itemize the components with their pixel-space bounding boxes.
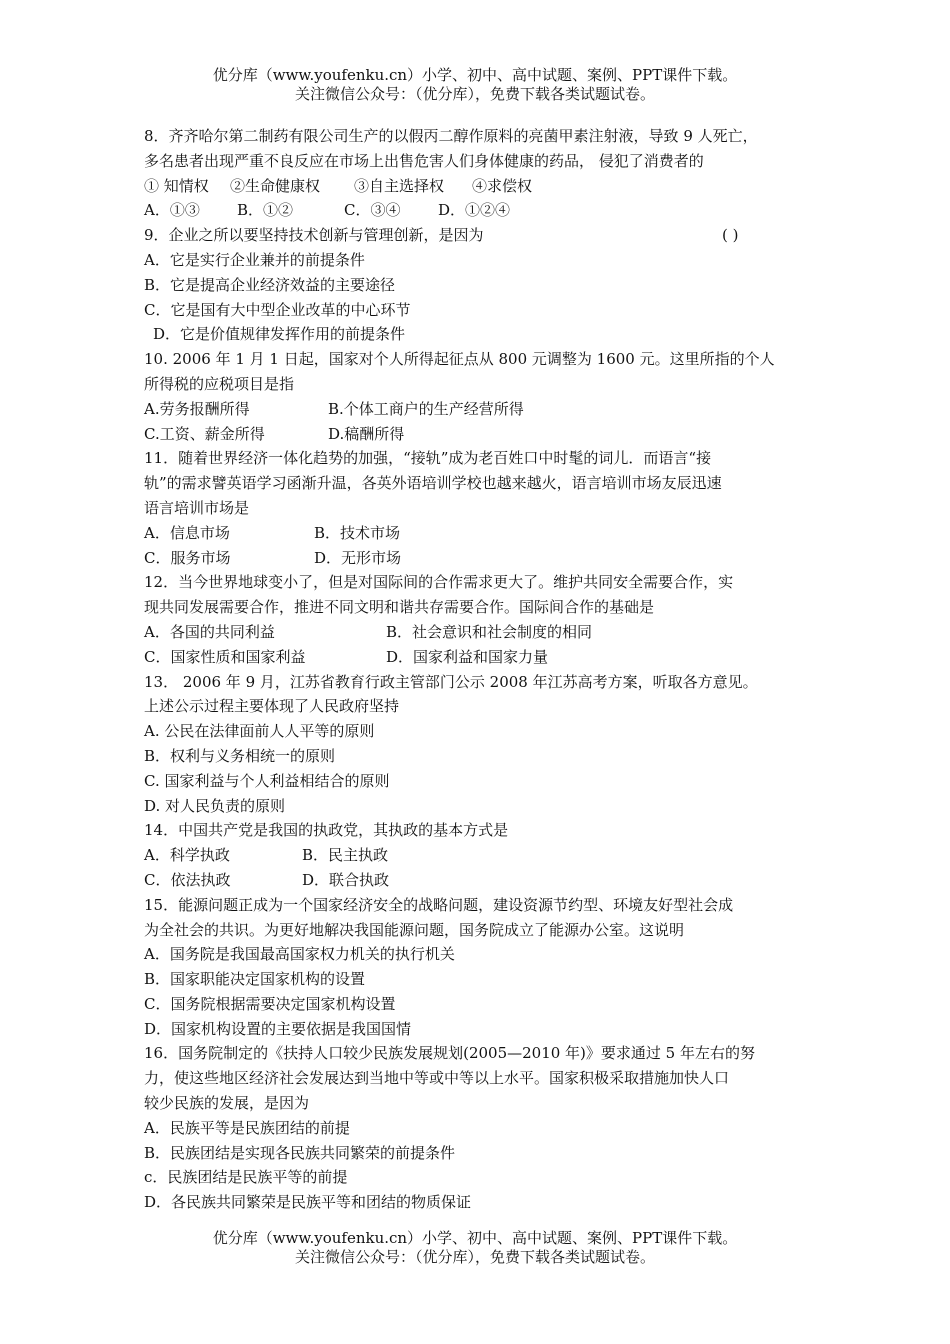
q9-option-c: C．它是国有大中型企业改革的中心环节: [144, 300, 411, 319]
q8-item-4: ④求偿权: [472, 176, 533, 195]
q8-option-c: C．③④: [344, 201, 401, 220]
q11-option-c: C．服务市场: [144, 548, 231, 567]
q13-option-a: A. 公民在法律面前人人平等的原则: [144, 722, 375, 741]
q9-stem-line: [144, 223, 814, 248]
q11-option-a: A．信息市场: [144, 523, 230, 542]
q12-option-d: D．国家利益和国家力量: [386, 647, 549, 666]
q10-stem-line-2: 所得税的应税项目是指: [144, 374, 295, 393]
q13-option-c: C. 国家利益与个人利益相结合的原则: [144, 771, 390, 790]
q15-option-d: D．国家机构设置的主要依据是我国国情: [144, 1019, 412, 1038]
page-header: [0, 66, 950, 104]
q8-option-a: A．①③: [144, 201, 200, 220]
q11-options-row-2: [144, 546, 814, 571]
q12-option-b: B．社会意识和社会制度的相同: [386, 622, 593, 641]
q9-stem: 9．企业之所以要坚持技术创新与管理创新，是因为: [144, 226, 484, 245]
q13-stem-line-2: 上述公示过程主要体现了人民政府坚持: [144, 697, 400, 716]
q10-options-row-2: [144, 422, 814, 447]
q14-option-c: C．依法执政: [144, 870, 231, 889]
q11-options-row-1: [144, 521, 814, 546]
q15-option-a: A．国务院是我国最高国家权力机关的执行机关: [144, 945, 455, 964]
footer-line-1: 优分库（www.youfenku.cn）小学、初中、高中试题、案例、PPT课件下载。: [212, 1229, 738, 1247]
q16-stem-line-2: 力，使这些地区经济社会发展达到当地中等或中等以上水平。国家积极采取措施加快人口: [144, 1069, 730, 1088]
q13-option-b: B．权利与义务相统一的原则: [144, 746, 336, 765]
q15-stem-line-1: 15．能源问题正成为一个国家经济安全的战略问题，建设资源节约型、环境友好型社会成: [144, 895, 734, 914]
q9-answer-bracket: ( ): [722, 226, 739, 245]
q11-option-b: B．技术市场: [314, 523, 401, 542]
q8-stem-line-2: 多名患者出现严重不良反应在市场上出售危害人们身体健康的药品， 侵犯了消费者的: [144, 151, 704, 170]
q11-stem-line-3: 语言培训市场是: [144, 498, 250, 517]
q9-option-b: B．它是提高企业经济效益的主要途径: [144, 275, 396, 294]
footer-line-2: 关注微信公众号：（优分库），免费下载各类试题试卷。: [294, 1248, 655, 1266]
q11-option-d: D．无形市场: [314, 548, 402, 567]
q8-item-2: ②生命健康权: [230, 176, 321, 195]
q8-stem-line-1: 8．齐齐哈尔第二制药有限公司生产的以假丙二醇作原料的亮菌甲素注射液，导致 9 人死亡，: [144, 127, 758, 145]
q11-stem-line-2: 轨”的需求譬英语学习函渐升温，各英外语培训学校也越来越火，语言培训市场友辰迅速: [144, 474, 722, 493]
q8-option-b: B．①②: [237, 201, 294, 220]
q8-options: [144, 198, 814, 223]
q15-option-c: C．国务院根据需要决定国家机构设置: [144, 994, 396, 1013]
q12-option-a: A．各国的共同利益: [144, 622, 275, 641]
q14-options-row-2: [144, 868, 814, 893]
q12-option-c: C．国家性质和国家利益: [144, 647, 306, 666]
q16-option-a: A．民族平等是民族团结的前提: [144, 1118, 350, 1137]
q12-options-row-2: [144, 645, 814, 670]
q15-stem-line-2: 为全社会的共识。为更好地解决我国能源问题，国务院成立了能源办公室。这说明: [144, 920, 685, 939]
q8-option-d: D．①②④: [438, 201, 511, 220]
q16-option-d: D．各民族共同繁荣是民族平等和团结的物质保证: [144, 1193, 472, 1212]
q16-stem-line-3: 较少民族的发展，是因为: [144, 1094, 310, 1113]
q13-option-d: D. 对人民负责的原则: [144, 796, 286, 815]
exam-content: [144, 124, 814, 1215]
q10-option-d: D.稿酬所得: [328, 424, 405, 443]
q12-stem-line-2: 现共同发展需要合作，推进不同文明和谐共存需要合作。国际间合作的基础是: [144, 598, 655, 617]
q8-item-3: ③自主选择权: [354, 176, 445, 195]
q9-option-a: A．它是实行企业兼并的前提条件: [144, 250, 365, 269]
q16-option-c: c．民族团结是民族平等的前提: [144, 1168, 348, 1187]
header-line-1: 优分库（www.youfenku.cn）小学、初中、高中试题、案例、PPT课件下载。: [212, 66, 738, 84]
q14-option-a: A．科学执政: [144, 846, 230, 865]
q15-option-b: B．国家职能决定国家机构的设置: [144, 970, 366, 989]
q16-stem-line-1: 16．国务院制定的《扶持人口较少民族发展规划(2005—2010 年)》要求通过 5 年左右的努: [144, 1044, 755, 1063]
q8-items: [144, 174, 814, 199]
page-footer: [0, 1229, 950, 1267]
q10-option-a: A.劳务报酬所得: [144, 399, 250, 418]
q9-option-d: D．它是价值规律发挥作用的前提条件: [153, 325, 406, 344]
q12-options-row-1: [144, 620, 814, 645]
header-line-2: 关注微信公众号：（优分库），免费下载各类试题试卷。: [294, 85, 655, 103]
q10-option-c: C.工资、薪金所得: [144, 424, 265, 443]
q10-option-b: B.个体工商户的生产经营所得: [328, 399, 524, 418]
q11-stem-line-1: 11．随着世界经济一体化趋势的加强，“接轨”成为老百姓口中时髦的词儿．而语言“接: [144, 449, 712, 468]
q14-option-d: D．联合执政: [302, 870, 390, 889]
q8-item-1: ① 知情权: [144, 176, 209, 195]
q12-stem-line-1: 12．当今世界地球变小了，但是对国际间的合作需求更大了。维护共同安全需要合作，实: [144, 573, 734, 592]
q10-options-row-1: [144, 397, 814, 422]
q10-stem-line-1: 10. 2006 年 1 月 1 日起，国家对个人所得起征点从 800 元调整为 1600 元。这里所指的个人: [144, 350, 775, 369]
q14-option-b: B．民主执政: [302, 846, 389, 865]
q14-stem: 14．中国共产党是我国的执政党，其执政的基本方式是: [144, 821, 509, 840]
q14-options-row-1: [144, 843, 814, 868]
q13-stem-line-1: 13． 2006 年 9 月，江苏省教育行政主管部门公示 2008 年江苏高考方案，听取各方意见。: [144, 672, 758, 691]
q16-option-b: B．民族团结是实现各民族共同繁荣的前提条件: [144, 1143, 456, 1162]
